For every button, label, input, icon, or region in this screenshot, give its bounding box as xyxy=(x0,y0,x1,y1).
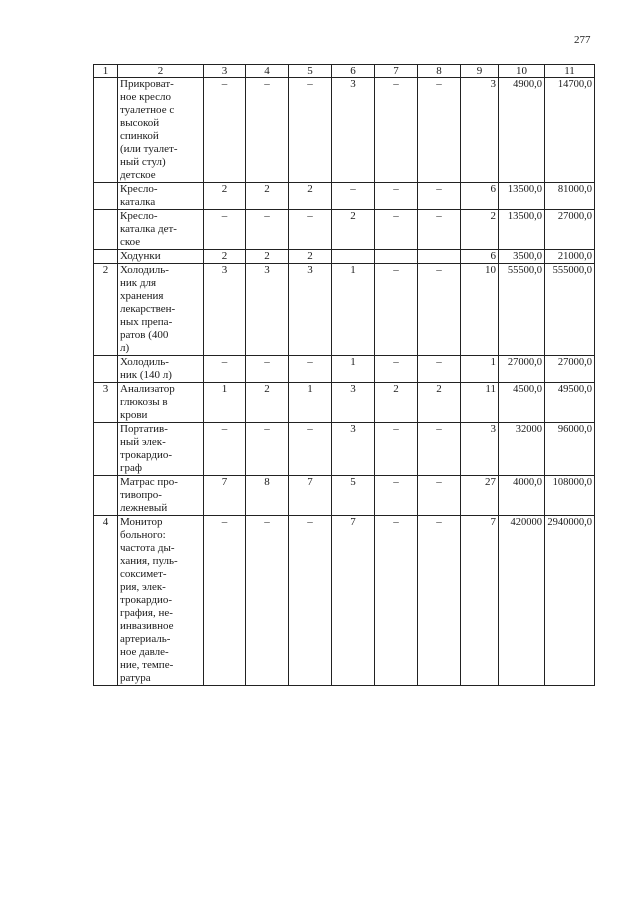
item-name xyxy=(118,183,204,210)
item-name-line: крови xyxy=(120,409,148,421)
cell-c10: 4900,0 xyxy=(499,78,545,183)
cell-c7: – xyxy=(375,183,418,210)
item-name-line: ратов (400 xyxy=(120,329,169,341)
cell-c6 xyxy=(332,250,375,264)
item-name-line: ник для xyxy=(120,277,157,289)
item-name xyxy=(118,476,204,516)
item-name-line: артериаль- xyxy=(120,633,171,645)
cell-c8: – xyxy=(418,423,461,476)
cell-c8: – xyxy=(418,78,461,183)
cell-c3: 2 xyxy=(204,250,246,264)
cell-c5: 3 xyxy=(289,264,332,356)
cell-c11: 21000,0 xyxy=(545,250,595,264)
table-row xyxy=(94,356,595,383)
item-name-line: ный стул) xyxy=(120,156,166,168)
cell-c10: 13500,0 xyxy=(499,183,545,210)
cell-c7: 2 xyxy=(375,383,418,423)
cell-c9: 3 xyxy=(461,423,499,476)
row-number xyxy=(94,356,118,383)
cell-c5: – xyxy=(289,78,332,183)
cell-c3: – xyxy=(204,516,246,686)
cell-c7: – xyxy=(375,423,418,476)
item-name-line: трокардио- xyxy=(120,594,173,606)
item-name-line: л) xyxy=(120,342,130,354)
cell-c9: 7 xyxy=(461,516,499,686)
col-header: 8 xyxy=(418,65,461,78)
cell-c6: 2 xyxy=(332,210,375,250)
cell-c6: 1 xyxy=(332,264,375,356)
cell-c9: 11 xyxy=(461,383,499,423)
cell-c7: – xyxy=(375,516,418,686)
cell-c3: 2 xyxy=(204,183,246,210)
item-name-line: глюкозы в xyxy=(120,396,168,408)
cell-c5: – xyxy=(289,423,332,476)
cell-c3: – xyxy=(204,78,246,183)
cell-c7: – xyxy=(375,356,418,383)
item-name-line: ник (140 л) xyxy=(120,369,172,381)
cell-c8: – xyxy=(418,516,461,686)
cell-c4: 2 xyxy=(246,383,289,423)
item-name-line: Анализатор xyxy=(120,383,175,395)
table-row xyxy=(94,476,595,516)
table-row xyxy=(94,78,595,183)
cell-c11: 96000,0 xyxy=(545,423,595,476)
row-number xyxy=(94,78,118,183)
col-header: 6 xyxy=(332,65,375,78)
item-name-line: Матрас про- xyxy=(120,476,178,488)
cell-c4: – xyxy=(246,210,289,250)
item-name-line: ратура xyxy=(120,672,151,684)
cell-c7: – xyxy=(375,264,418,356)
cell-c7 xyxy=(375,250,418,264)
item-name-line: спинкой xyxy=(120,130,159,142)
cell-c8: – xyxy=(418,476,461,516)
item-name-line: графия, не- xyxy=(120,607,173,619)
cell-c6: 1 xyxy=(332,356,375,383)
item-name-line: лежневый xyxy=(120,502,168,514)
cell-c4: – xyxy=(246,78,289,183)
table-row xyxy=(94,264,595,356)
cell-c3: 1 xyxy=(204,383,246,423)
cell-c11: 108000,0 xyxy=(545,476,595,516)
cell-c10: 420000 xyxy=(499,516,545,686)
item-name-line: ное давле- xyxy=(120,646,169,658)
item-name-line: ние, темпе- xyxy=(120,659,174,671)
cell-c6: 3 xyxy=(332,423,375,476)
item-name-line: Кресло- xyxy=(120,183,158,195)
row-number xyxy=(94,183,118,210)
cell-c3: 7 xyxy=(204,476,246,516)
cell-c10: 13500,0 xyxy=(499,210,545,250)
row-number: 2 xyxy=(94,264,118,356)
item-name-line: туалетное с xyxy=(120,104,175,116)
item-name-line: Холодиль- xyxy=(120,264,169,276)
item-name-line: частота ды- xyxy=(120,542,175,554)
cell-c4: 2 xyxy=(246,250,289,264)
item-name xyxy=(118,264,204,356)
item-name xyxy=(118,516,204,686)
cell-c8: – xyxy=(418,210,461,250)
cell-c9: 3 xyxy=(461,78,499,183)
cell-c4: – xyxy=(246,516,289,686)
cell-c7: – xyxy=(375,210,418,250)
row-number: 4 xyxy=(94,516,118,686)
cell-c10: 4000,0 xyxy=(499,476,545,516)
col-header: 3 xyxy=(204,65,246,78)
table-row xyxy=(94,423,595,476)
cell-c9: 27 xyxy=(461,476,499,516)
cell-c5: – xyxy=(289,210,332,250)
cell-c5: – xyxy=(289,356,332,383)
cell-c8: – xyxy=(418,356,461,383)
item-name-line: тивопро- xyxy=(120,489,162,501)
cell-c9: 1 xyxy=(461,356,499,383)
table-row xyxy=(94,183,595,210)
cell-c4: – xyxy=(246,423,289,476)
cell-c8 xyxy=(418,250,461,264)
cell-c11: 81000,0 xyxy=(545,183,595,210)
item-name-line: хания, пуль- xyxy=(120,555,178,567)
cell-c9: 2 xyxy=(461,210,499,250)
cell-c11: 27000,0 xyxy=(545,356,595,383)
item-name-line: детское xyxy=(120,169,156,181)
cell-c6: 5 xyxy=(332,476,375,516)
item-name-line: ных препа- xyxy=(120,316,173,328)
item-name xyxy=(118,356,204,383)
cell-c3: 3 xyxy=(204,264,246,356)
item-name-line: Прикроват- xyxy=(120,78,174,90)
cell-c4: 2 xyxy=(246,183,289,210)
cell-c8: – xyxy=(418,183,461,210)
row-number xyxy=(94,423,118,476)
cell-c6: – xyxy=(332,183,375,210)
col-header: 10 xyxy=(499,65,545,78)
header-row xyxy=(94,65,595,78)
item-name-line: каталка xyxy=(120,196,156,208)
col-header: 9 xyxy=(461,65,499,78)
item-name-line: высокой xyxy=(120,117,160,129)
table-row xyxy=(94,516,595,686)
cell-c3: – xyxy=(204,356,246,383)
col-header: 4 xyxy=(246,65,289,78)
cell-c7: – xyxy=(375,476,418,516)
cell-c5: – xyxy=(289,516,332,686)
table-row xyxy=(94,210,595,250)
row-number xyxy=(94,476,118,516)
table-row xyxy=(94,383,595,423)
cell-c6: 3 xyxy=(332,383,375,423)
cell-c8: – xyxy=(418,264,461,356)
item-name-line: лекарствен- xyxy=(120,303,176,315)
cell-c4: – xyxy=(246,356,289,383)
cell-c10: 27000,0 xyxy=(499,356,545,383)
item-name-line: инвазивное xyxy=(120,620,174,632)
item-name xyxy=(118,210,204,250)
item-name-line: граф xyxy=(120,462,143,474)
cell-c5: 2 xyxy=(289,250,332,264)
item-name xyxy=(118,250,204,264)
row-number xyxy=(94,210,118,250)
item-name xyxy=(118,423,204,476)
cell-c11: 555000,0 xyxy=(545,264,595,356)
cell-c4: 8 xyxy=(246,476,289,516)
item-name-line: ный элек- xyxy=(120,436,166,448)
cell-c9: 6 xyxy=(461,183,499,210)
item-name-line: рия, элек- xyxy=(120,581,166,593)
cell-c10: 4500,0 xyxy=(499,383,545,423)
item-name-line: больного: xyxy=(120,529,166,541)
cell-c5: 1 xyxy=(289,383,332,423)
item-name-line: Ходунки xyxy=(120,250,161,262)
cell-c7: – xyxy=(375,78,418,183)
cell-c8: 2 xyxy=(418,383,461,423)
cell-c6: 3 xyxy=(332,78,375,183)
item-name-line: трокардио- xyxy=(120,449,173,461)
item-name-line: хранения xyxy=(120,290,164,302)
item-name-line: Монитор xyxy=(120,516,163,528)
cell-c10: 3500,0 xyxy=(499,250,545,264)
cell-c4: 3 xyxy=(246,264,289,356)
item-name-line: ное кресло xyxy=(120,91,172,103)
col-header: 7 xyxy=(375,65,418,78)
item-name-line: ское xyxy=(120,236,141,248)
equipment-table xyxy=(93,64,595,686)
item-name-line: (или туалет- xyxy=(120,143,178,155)
cell-c3: – xyxy=(204,210,246,250)
cell-c10: 55500,0 xyxy=(499,264,545,356)
cell-c5: 7 xyxy=(289,476,332,516)
item-name-line: Портатив- xyxy=(120,423,168,435)
cell-c6: 7 xyxy=(332,516,375,686)
item-name xyxy=(118,78,204,183)
cell-c5: 2 xyxy=(289,183,332,210)
item-name xyxy=(118,383,204,423)
table-row xyxy=(94,250,595,264)
cell-c9: 6 xyxy=(461,250,499,264)
item-name-line: каталка дет- xyxy=(120,223,177,235)
page-number: 277 xyxy=(574,34,591,46)
cell-c11: 49500,0 xyxy=(545,383,595,423)
col-header: 2 xyxy=(118,65,204,78)
cell-c9: 10 xyxy=(461,264,499,356)
cell-c3: – xyxy=(204,423,246,476)
col-header: 5 xyxy=(289,65,332,78)
cell-c11: 14700,0 xyxy=(545,78,595,183)
row-number xyxy=(94,250,118,264)
cell-c11: 2940000,0 xyxy=(545,516,595,686)
item-name-line: соксимет- xyxy=(120,568,167,580)
item-name-line: Кресло- xyxy=(120,210,158,222)
col-header: 1 xyxy=(94,65,118,78)
row-number: 3 xyxy=(94,383,118,423)
item-name-line: Холодиль- xyxy=(120,356,169,368)
cell-c10: 32000 xyxy=(499,423,545,476)
cell-c11: 27000,0 xyxy=(545,210,595,250)
col-header: 11 xyxy=(545,65,595,78)
